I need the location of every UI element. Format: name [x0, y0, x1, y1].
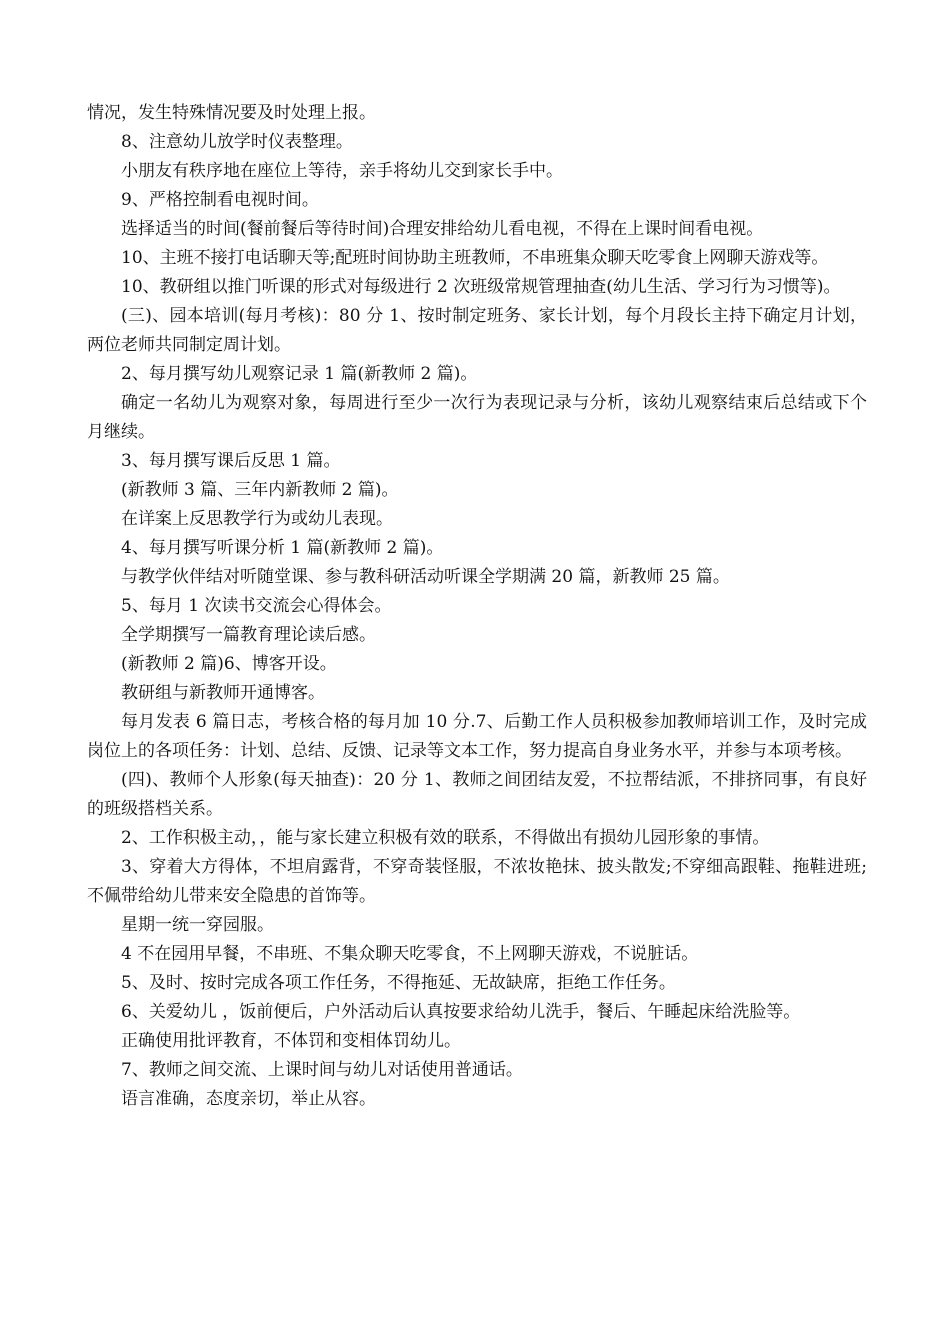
paragraph: 与教学伙伴结对听随堂课、参与教科研活动听课全学期满 20 篇，新教师 25 篇。: [121, 567, 730, 587]
paragraph: (四)、教师个人形象(每天抽查)：20 分 1、教师之间团结友爱，不拉帮结派，不排挤同事，有良好的班级搭档关系。: [87, 770, 867, 819]
paragraph: 8、注意幼儿放学时仪表整理。: [121, 132, 353, 152]
paragraph: 6、关爱幼儿 ，饭前便后，户外活动后认真按要求给幼儿洗手，餐后、午睡起床给洗脸等。: [121, 1002, 801, 1022]
paragraph: 5、及时、按时完成各项工作任务，不得拖延、无故缺席，拒绝工作任务。: [121, 973, 676, 993]
paragraph: 选择适当的时间(餐前餐后等待时间)合理安排给幼儿看电视，不得在上课时间看电视。: [121, 219, 764, 239]
paragraph: 4、每月撰写听课分析 1 篇(新教师 2 篇)。: [121, 538, 444, 558]
paragraph: 确定一名幼儿为观察对象，每周进行至少一次行为表现记录与分析，该幼儿观察结束后总结或下个月继续。: [87, 393, 867, 442]
paragraph: (新教师 3 篇、三年内新教师 2 篇)。: [121, 480, 399, 500]
paragraph: 小朋友有秩序地在座位上等待，亲手将幼儿交到家长手中。: [121, 161, 563, 181]
paragraph: 每月发表 6 篇日志，考核合格的每月加 10 分.7、后勤工作人员积极参加教师培训工作，及时完成岗位上的各项任务：计划、总结、反馈、记录等文本工作，努力提高自身业务水平，并参与本项考核。: [87, 712, 867, 761]
paragraph: 10、主班不接打电话聊天等;配班时间协助主班教师，不串班集众聊天吃零食上网聊天游戏等。: [121, 248, 829, 268]
paragraph: 3、穿着大方得体，不坦肩露背，不穿奇装怪服，不浓妆艳抹、披头散发;不穿细高跟鞋、拖鞋进班;不佩带给幼儿带来安全隐患的首饰等。: [87, 857, 867, 906]
document-body: [87, 99, 867, 1114]
paragraph: 2、工作积极主动，，能与家长建立积极有效的联系，不得做出有损幼儿园形象的事情。: [121, 828, 770, 848]
paragraph: 全学期撰写一篇教育理论读后感。: [121, 625, 376, 645]
paragraph: 星期一统一穿园服。: [121, 915, 274, 935]
paragraph: 教研组与新教师开通博客。: [121, 683, 325, 703]
paragraph: (三)、园本培训(每月考核)：80 分 1、按时制定班务、家长计划，每个月段长主持下确定月计划，两位老师共同制定周计划。: [87, 306, 867, 355]
paragraph: 语言准确，态度亲切，举止从容。: [121, 1089, 376, 1109]
paragraph: 2、每月撰写幼儿观察记录 1 篇(新教师 2 篇)。: [121, 364, 478, 384]
paragraph: 9、严格控制看电视时间。: [121, 190, 319, 210]
paragraph: 5、每月 1 次读书交流会心得体会。: [121, 596, 392, 616]
paragraph: 在详案上反思教学行为或幼儿表现。: [121, 509, 393, 529]
paragraph: 10、教研组以推门听课的形式对每级进行 2 次班级常规管理抽查(幼儿生活、学习行为习惯等)。: [121, 277, 841, 297]
paragraph: 正确使用批评教育，不体罚和变相体罚幼儿。: [121, 1031, 461, 1051]
paragraph: 情况，发生特殊情况要及时处理上报。: [87, 103, 376, 123]
paragraph: 7、教师之间交流、上课时间与幼儿对话使用普通话。: [121, 1060, 523, 1080]
paragraph: (新教师 2 篇)6、博客开设。: [121, 654, 337, 674]
paragraph: 4 不在园用早餐，不串班、不集众聊天吃零食，不上网聊天游戏，不说脏话。: [121, 944, 699, 964]
paragraph: 3、每月撰写课后反思 1 篇。: [121, 451, 341, 471]
